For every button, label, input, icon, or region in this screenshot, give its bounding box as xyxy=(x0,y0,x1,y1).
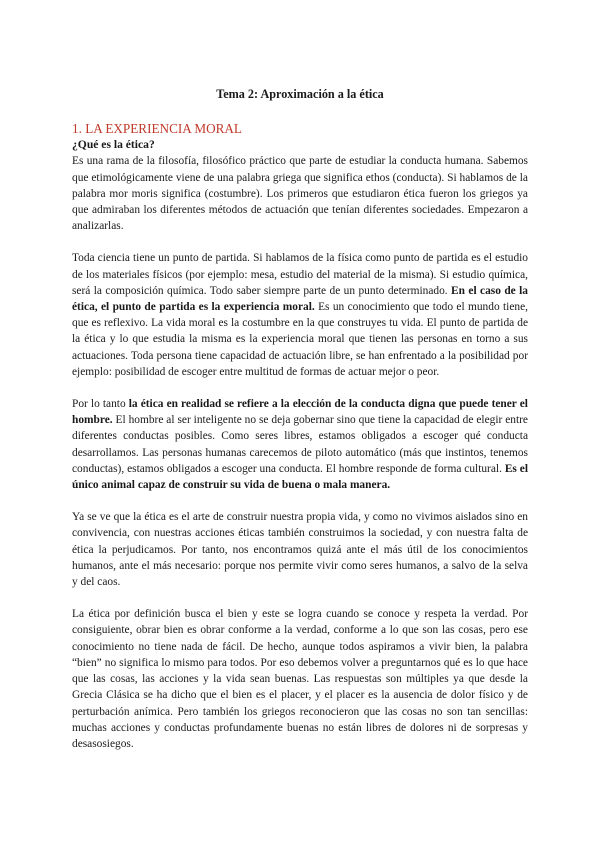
paragraph-3 xyxy=(72,396,528,493)
paragraph-2-text-a: Toda ciencia tiene un punto de partida. Si hablamos de la física como punto de partida es el estudio de los materiales físicos (por ejemplo: mesa, estudio del material de la misma). Si estudio química, será la composición química. Todo saber siempre parte de un punto determinado. xyxy=(72,252,528,297)
document-title: Tema 2: Aproximación a la ética xyxy=(216,87,384,101)
subsection-question: ¿Qué es la ética? xyxy=(72,138,155,152)
paragraph-2 xyxy=(72,250,528,380)
paragraph-1: Es una rama de la filosofía, filosófico práctico que parte de estudiar la conducta humana. Sabemos que etimológicamente viene de una palabra griega que significa ethos (conducta). Si hablamos de la palabra mor moris significa (costumbre). Los primeros que estudiaron ética fueron los griegos ya que admiraban los diferentes métodos de actuación que tenían diferentes sociedades. Empezaron a analizarlas. xyxy=(72,155,528,233)
paragraph-5: La ética por definición busca el bien y este se logra cuando se conoce y respeta la verdad. Por consiguiente, obrar bien es obrar conforme a la verdad, conforme a lo que son las cosas, pero ese conocimiento no tiene nada de fácil. De hecho, aunque todos aspiramos a vivir bien, la palabra “bien” no significa lo mismo para todos. Por eso debemos volver a preguntarnos qué es lo que hace que las cosas, las acciones y la vida sean buenas. Las respuestas son múltiples ya que desde la Grecia Clásica se ha dicho que el bien es el placer, y el placer es la ausencia de dolor físico y de perturbación anímica. Pero también los griegos reconocieron que las cosas no son tan sencillas: muchas acciones y conductas profundamente buenas no están libres de dolores ni de sorpresas y desasosiegos. xyxy=(72,608,528,750)
paragraph-3-bold-1: la ética en realidad se refiere a la elección de la conducta digna que puede tener el hombre. xyxy=(72,398,528,427)
paragraph-2-bold: En el caso de la ética, el punto de partida es la experiencia moral. xyxy=(72,284,528,314)
section-heading: 1. LA EXPERIENCIA MORAL xyxy=(72,121,242,137)
paragraph-4: Ya se ve que la ética es el arte de construir nuestra propia vida, y como no vivimos aislados sino en convivencia, con nuestras acciones éticas también construimos la sociedad, y con nuestra falta de ética la perjudicamos. Por tanto, nos encontramos quizá ante el más útil de los conocimientos humanos, ante el más necesario: porque nos permite vivir como seres humanos, a salvo de la selva y del caos. xyxy=(72,511,528,589)
paragraph-3-text-c: El hombre al ser inteligente no se deja gobernar sino que tiene la capacidad de elegir entre diferentes conductas posibles. Como seres libres, estamos obligados a escoger qué conducta desarrollamos. Las personas humanas carecemos de piloto automático (más que instintos, tenemos conductas), estamos obligados a escoger una conducta. El hombre responde de forma cultural. xyxy=(72,414,528,475)
paragraph-2-text-c: Es un conocimiento que todo el mundo tiene, que es reflexivo. La vida moral es la costumbre en la que construyes tu vida. El punto de partida de la ética y lo que estudia la misma es la experiencia moral que tienen las personas en torno a sus actuaciones. Toda persona tiene capacidad de actuación libre, se han enfrentado a la posibilidad por ejemplo: posibilidad de escoger entre multitud de formas de actuar mejor o peor. xyxy=(72,301,528,378)
paragraph-3-text-a: Por lo tanto xyxy=(72,398,129,411)
paragraph-3-bold-2: Es el único animal capaz de construir su vida de buena o mala manera. xyxy=(72,462,528,492)
